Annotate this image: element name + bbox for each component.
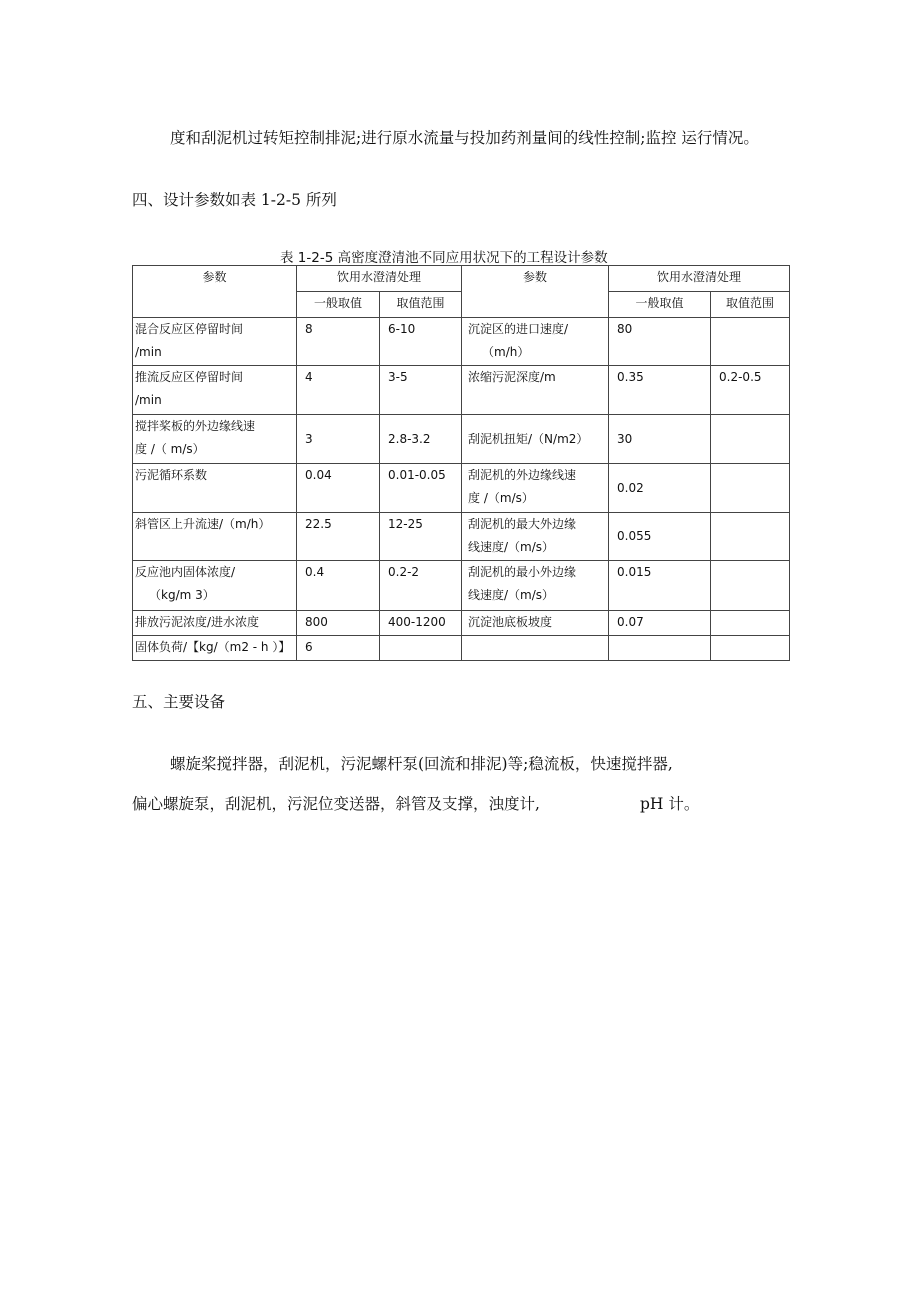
header-range-right: 取值范围 xyxy=(711,292,790,318)
table-row xyxy=(133,464,790,513)
range-cell xyxy=(711,318,790,366)
header-group-right: 饮用水澄清处理 xyxy=(609,266,790,292)
value-cell: 3 xyxy=(297,415,380,464)
param-cell: 刮泥机的最小外边缘 线速度/（m/s） xyxy=(462,561,609,611)
param-cell: 刮泥机扭矩/（N/m2） xyxy=(462,415,609,464)
table-row xyxy=(133,561,790,611)
param-cell xyxy=(462,636,609,661)
range-cell xyxy=(711,415,790,464)
table-row xyxy=(133,415,790,464)
header-param-right: 参数 xyxy=(462,266,609,318)
intro-paragraph: 度和刮泥机过转矩控制排泥;进行原水流量与投加药剂量间的线性控制;监控 运行情况。 xyxy=(170,129,759,147)
section-4-heading: 四、设计参数如表 1-2-5 所列 xyxy=(132,191,337,209)
param-cell: 斜管区上升流速/（m/h） xyxy=(133,513,297,561)
value-cell: 30 xyxy=(609,415,711,464)
range-cell: 0.01-0.05 xyxy=(380,464,462,513)
header-general-right: 一般取值 xyxy=(609,292,711,318)
param-cell: 搅拌桨板的外边缘线速 度 /（ m/s） xyxy=(133,415,297,464)
range-cell xyxy=(711,464,790,513)
param-cell: 沉淀区的进口速度/ （m/h） xyxy=(462,318,609,366)
value-cell: 0.015 xyxy=(609,561,711,611)
param-cell: 刮泥机的最大外边缘 线速度/（m/s） xyxy=(462,513,609,561)
value-cell: 0.055 xyxy=(609,513,711,561)
param-cell: 反应池内固体浓度/ （kg/m 3） xyxy=(133,561,297,611)
equipment-line-2: 偏心螺旋泵，刮泥机，污泥位变送器，斜管及支撑，浊度计, xyxy=(132,795,540,813)
range-cell xyxy=(380,636,462,661)
range-cell: 3-5 xyxy=(380,366,462,415)
range-cell xyxy=(711,611,790,636)
range-cell: 0.2-0.5 xyxy=(711,366,790,415)
value-cell: 8 xyxy=(297,318,380,366)
range-cell: 400-1200 xyxy=(380,611,462,636)
value-cell: 0.04 xyxy=(297,464,380,513)
value-cell: 6 xyxy=(297,636,380,661)
value-cell: 4 xyxy=(297,366,380,415)
param-cell: 固体负荷/【kg/（m2 - h ）】 xyxy=(133,636,297,661)
value-cell: 800 xyxy=(297,611,380,636)
param-cell: 刮泥机的外边缘线速 度 /（m/s） xyxy=(462,464,609,513)
value-cell: 0.02 xyxy=(609,464,711,513)
param-cell: 混合反应区停留时间 /min xyxy=(133,318,297,366)
table-row xyxy=(133,318,790,366)
value-cell: 80 xyxy=(609,318,711,366)
range-cell xyxy=(711,513,790,561)
param-cell: 浓缩污泥深度/m xyxy=(462,366,609,415)
range-cell: 12-25 xyxy=(380,513,462,561)
table-row xyxy=(133,513,790,561)
param-cell: 推流反应区停留时间 /min xyxy=(133,366,297,415)
range-cell: 2.8-3.2 xyxy=(380,415,462,464)
equipment-line-1: 螺旋桨搅拌器，刮泥机，污泥螺杆泵(回流和排泥)等;稳流板，快速搅拌器, xyxy=(170,755,673,773)
range-cell: 0.2-2 xyxy=(380,561,462,611)
header-range-left: 取值范围 xyxy=(380,292,462,318)
range-cell: 6-10 xyxy=(380,318,462,366)
equipment-line-2-end: pH 计。 xyxy=(640,795,700,813)
table-caption: 表 1-2-5 高密度澄清池不同应用状况下的工程设计参数 xyxy=(280,250,608,266)
value-cell xyxy=(609,636,711,661)
table-row xyxy=(133,611,790,636)
range-cell xyxy=(711,561,790,611)
table-row xyxy=(133,366,790,415)
value-cell: 0.35 xyxy=(609,366,711,415)
design-parameters-table xyxy=(132,265,790,661)
param-cell: 沉淀池底板坡度 xyxy=(462,611,609,636)
header-group-left: 饮用水澄清处理 xyxy=(297,266,462,292)
header-param-left: 参数 xyxy=(133,266,297,318)
value-cell: 0.4 xyxy=(297,561,380,611)
value-cell: 22.5 xyxy=(297,513,380,561)
param-cell: 污泥循环系数 xyxy=(133,464,297,513)
value-cell: 0.07 xyxy=(609,611,711,636)
section-5-heading: 五、主要设备 xyxy=(132,693,226,711)
range-cell xyxy=(711,636,790,661)
table-row xyxy=(133,636,790,661)
param-cell: 排放污泥浓度/进水浓度 xyxy=(133,611,297,636)
header-general-left: 一般取值 xyxy=(297,292,380,318)
